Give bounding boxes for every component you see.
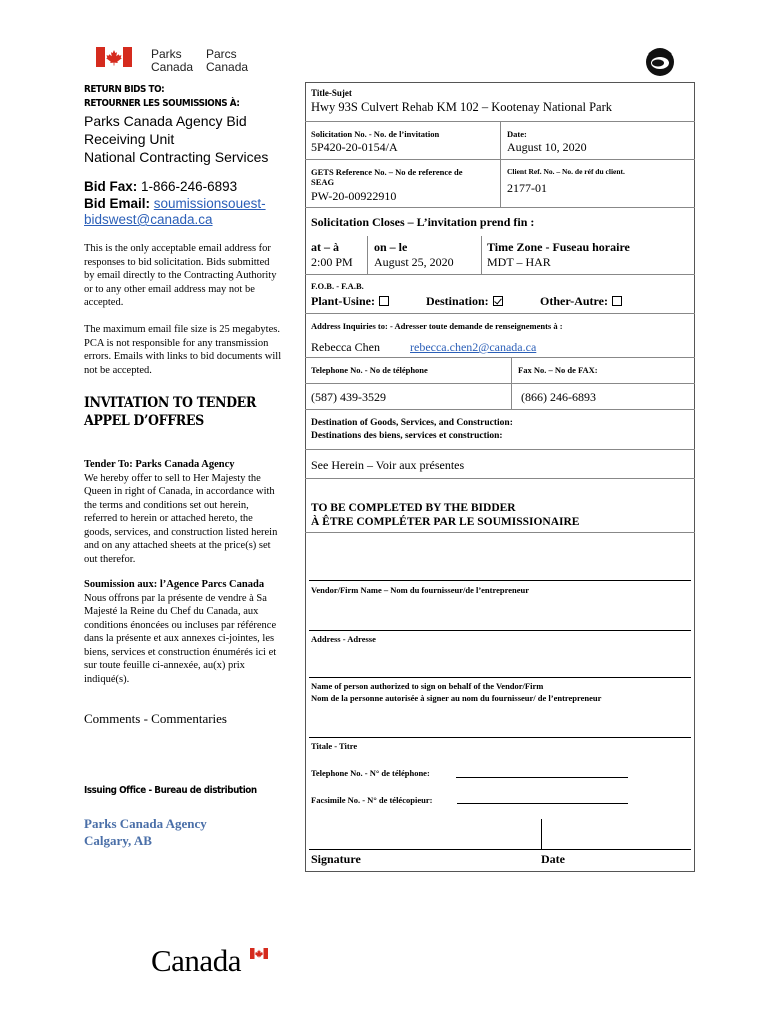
soumission-line: Majesté la Reine du Chef du Canada, aux [84,606,259,617]
size-note-line: The maximum email file size is 25 megabytes. [84,324,280,335]
divider [500,121,501,159]
soumission-block [84,578,276,686]
tender-line: out therefor. [84,553,136,565]
gets-value: PW-20-00922910 [311,189,397,203]
gets-label-2: SEAG [311,177,335,187]
bid-fax [84,178,237,195]
bid-email-label: Bid Email: [84,196,151,211]
bid-fax-value: 1-866-246-6893 [141,179,238,194]
signature-field[interactable] [309,849,691,850]
canada-flag-icon [96,47,132,67]
other-label: Other-Autre: [540,294,608,308]
title-label: Title-Sujet [311,88,352,98]
authorized-person-field[interactable] [309,677,691,678]
contact-email-link[interactable]: rebecca.chen2@canada.ca [410,340,537,354]
office-line: Parks Canada Agency [84,816,207,831]
size-note-line: PCA is not responsible for any transmission [84,337,269,349]
email-note-line: accepted. [84,297,124,308]
issuing-office [84,815,207,849]
contact-name: Rebecca Chen [311,340,380,354]
tender-to-heading: Tender To: Parks Canada Agency [84,459,235,470]
tender-line: We hereby offer to sell to Her Majesty the [84,472,261,484]
bidder-telephone-label: Telephone No. - N° de téléphone: [311,768,430,778]
plant-checkbox[interactable] [379,296,389,306]
plant-usine [311,294,389,308]
divider [481,236,482,274]
client-ref-label: Client Ref. No. – No. de réf du client. [507,167,625,176]
agency-address [84,112,268,166]
soumission-line: indiqué(s). [84,673,130,685]
tender-line: goods, services, and construction listed herein [84,526,278,538]
brand-en-line2: Canada [151,60,194,74]
soumission-line: dans la présente et aux annexes ci-jointes, les [84,633,275,644]
divider [305,532,695,533]
signature-label: Signature [311,852,361,866]
solicitation-label: Solicitation No. - No. de l’invitation [311,129,440,139]
other-checkbox[interactable] [612,296,622,306]
sign-date-label: Date [541,852,565,866]
brand-parks-canada [151,48,193,74]
authorized-person-label: Name of person authorized to sign on behalf of the Vendor/Firm [311,681,544,691]
divider [305,207,695,208]
tender-to-block [84,458,277,566]
authorized-person-label-fr: Nom de la personne autorisée à signer au nom du fournisseur/ de l’entrepreneur [311,693,602,703]
fob-label: F.O.B. - F.A.B. [311,281,364,291]
divider [305,357,695,358]
comments-label: Comments - Commentaries [84,711,227,726]
telephone-label: Telephone No. - No de téléphone [311,365,428,375]
divider [305,478,695,479]
address-label: Address - Adresse [311,634,376,644]
bidder-heading: TO BE COMPLETED BY THE BIDDER [311,502,516,514]
client-ref-value: 2177-01 [507,181,547,195]
destination-checkbox[interactable] [493,296,503,306]
email-note-line: This is the only acceptable email address for [84,243,271,254]
size-note-line: errors. Emails with links to bid documents will [84,351,282,362]
timezone-value: MDT – HAR [487,255,551,269]
divider [541,819,542,850]
destination-value: See Herein – Voir aux présentes [311,458,465,472]
solicitation-value: 5P420-20-0154/A [311,140,398,154]
fax-value: (866) 246-6893 [521,390,596,404]
divider [367,236,368,274]
titale-label: Titale - Titre [311,741,358,751]
tender-line: the terms and conditions set out herein, [84,499,249,511]
destination-goods-label: Destination of Goods, Services, and Construction: [311,418,513,428]
bid-fax-label: Bid Fax: [84,179,138,194]
plant-label: Plant-Usine: [311,294,375,308]
destination-goods-label-fr: Destinations des biens, services et construction: [311,431,503,441]
bid-email [84,195,266,212]
agency-line: Parks Canada Agency Bid [84,113,247,129]
on-value: August 25, 2020 [374,255,454,269]
brand-fr-line2: Canada [206,60,249,74]
title-value: Hwy 93S Culvert Rehab KM 102 – Kootenay National Park [311,100,613,114]
on-label: on – le [374,240,408,254]
title-field[interactable] [309,737,691,738]
bidder-facsimile-field[interactable] [457,803,628,804]
at-value: 2:00 PM [311,255,353,269]
address-field[interactable] [309,630,691,631]
email-note-line: or to any other email address may not be [84,283,255,295]
brand-en-line1: Parks [151,47,182,61]
size-note [84,323,281,377]
at-label: at – à [311,240,339,254]
tender-line: and on any attached sheets at the price(s) set [84,540,271,551]
timezone-label: Time Zone - Fuseau horaire [487,240,630,254]
divider [305,383,695,384]
vendor-name-field[interactable] [309,580,691,581]
email-note-line: responses to bid solicitation. Bids submitted [84,256,270,268]
beaver-emblem-icon [643,44,677,78]
soumission-line: biens, services et construction énumérés ici et [84,646,277,658]
bid-email-link[interactable]: soumissionsouest- [153,196,266,211]
date-value: August 10, 2020 [507,140,587,154]
soumission-heading: Soumission aux: l’Agence Parcs Canada [84,579,265,590]
divider [305,409,695,410]
brand-fr-line1: Parcs [206,47,237,61]
divider [500,159,501,207]
itt-heading: INVITATION TO TENDER [84,395,257,411]
vendor-name-label: Vendor/Firm Name – Nom du fournisseur/de l’entrepreneur [311,585,529,595]
divider [305,449,695,450]
divider [305,313,695,314]
fax-label: Fax No. – No de FAX: [518,365,598,375]
return-bids-heading: RETURN BIDS TO: [84,84,165,95]
soumission-line: Nous offrons par la présente de vendre à Sa [84,592,267,604]
destination-label: Destination: [426,294,489,308]
issuing-office-label: Issuing Office - Bureau de distribution [84,785,257,796]
bidder-facsimile-label: Facsimile No. - N° de télécopieur: [311,795,433,805]
return-bids-heading-fr: RETOURNER LES SOUMISSIONS À: [84,98,240,109]
email-note-line: by email directly to the Contracting Authority [84,270,277,281]
canada-wordmark: Canada [151,943,241,978]
tender-line: Queen in right of Canada, in accordance with [84,486,275,497]
soumission-line: conditions énoncées ou incluses par référence [84,619,277,631]
gets-label: GETS Reference No. – No de reference de [311,167,463,177]
agency-line: Receiving Unit [84,131,175,147]
size-note-line: not be accepted. [84,364,152,376]
office-line: Calgary, AB [84,833,152,848]
bidder-heading-fr: À ÊTRE COMPLÉTER PAR LE SOUMISSIONAIRE [311,516,580,528]
other-option [540,294,622,308]
bid-email-link-cont[interactable]: bidswest@canada.ca [84,212,213,227]
wordmark-flag-icon [250,948,268,959]
tender-line: referred to herein or attached hereto, the [84,513,253,524]
agency-line: National Contracting Services [84,149,269,165]
itt-heading-fr: APPEL D’OFFRES [84,413,204,429]
solicitation-closes: Solicitation Closes – L’invitation prend fin : [311,215,535,229]
date-label: Date: [507,129,527,139]
soumission-line: sur toute feuille ci-annexée, au(x) prix [84,660,245,671]
telephone-value: (587) 439-3529 [311,390,386,404]
destination-option [426,294,503,308]
divider [305,274,695,275]
email-note [84,242,276,310]
bidder-telephone-field[interactable] [456,777,628,778]
inquiries-label: Address Inquiries to: - Adresser toute demande de renseignements à : [311,321,563,331]
brand-parcs-canada [206,48,248,74]
